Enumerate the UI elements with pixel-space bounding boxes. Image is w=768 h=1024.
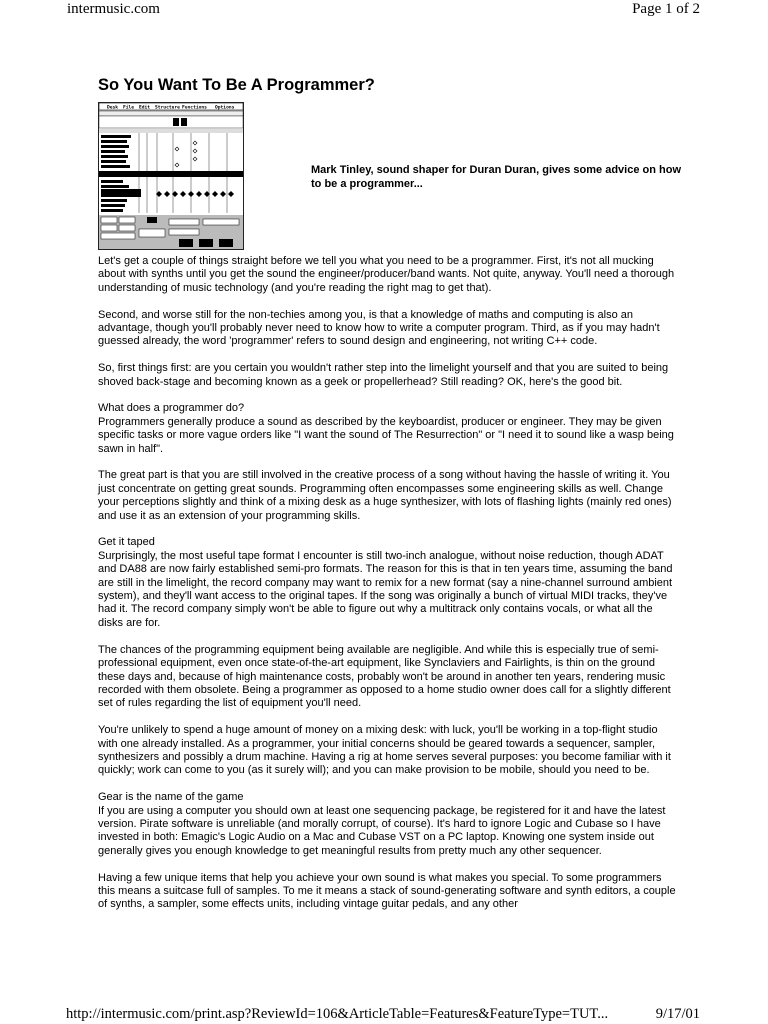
sequencer-screenshot-graphic	[99, 103, 243, 249]
footer-url: http://intermusic.com/print.asp?ReviewId=106&ArticleTable=Features&FeatureType=TUT...	[66, 1006, 609, 1022]
screenshot-menu-item: Desk	[107, 105, 119, 111]
body-paragraph: You're unlikely to spend a huge amount of money on a mixing desk: with luck, you'll be working in a top-flight studio with one already installed. As a programmer, your initial concerns should be geared towards a sequencer, sampler, synthesizers and possibly a drum machine. Having a rig at home serves several purposes: you become familiar with it quickly; work can come to you (as it surely will); and you can make provision to be mobile, should you need to be.	[98, 724, 671, 777]
screenshot-menu-item: Options	[215, 105, 235, 111]
page-header	[0, 0, 768, 20]
site-name: intermusic.com	[67, 1, 160, 17]
article-body	[98, 255, 680, 925]
screenshot-menu-item: Edit	[139, 105, 151, 111]
footer-date: 9/17/01	[655, 1006, 700, 1022]
screenshot-menu-item: Functions	[182, 105, 207, 111]
article-title: So You Want To Be A Programmer?	[98, 76, 375, 94]
section-paragraph-gear-is-the-name-of-the-game: Gear is the name of the game If you are using a computer you should own at least one sequencing package, be registered for it and have the latest version. Pirate software is unreliable (and morally corrupt, of course). It's hard to ignore Logic and Cubase so I have invested in both: Emagic's Logic Audio on a Mac and Cubase VST on a PC laptop. Knowing one system inside out generally gives you enough knowledge to get meaningful results from pretty much any other sequencer.	[98, 791, 666, 857]
screenshot-menu-item: File	[123, 105, 135, 111]
section-paragraph-what-does-a-programmer-do: What does a programmer do? Programmers generally produce a sound as described by the keyboardist, producer or engineer. They may be given specific tasks or more vague orders like "I want the sound of The Resurrection" or "I need it to sound like a wasp being sawn in half".	[98, 402, 674, 455]
article-intro: Mark Tinley, sound shaper for Duran Duran, gives some advice on how to be a programmer...	[311, 164, 682, 190]
body-paragraph: The great part is that you are still involved in the creative process of a song without having the hassle of writing it. You just concentrate on getting great sounds. Programming often encompasses some engineering skills as well. Change your perceptions slightly and think of a mixing desk as a huge synthesizer, with lots of flashing lights (mainly red ones) and use it as an extension of your programming skills.	[98, 469, 672, 522]
page-number: Page 1 of 2	[632, 1, 700, 17]
section-paragraph-get-it-taped: Get it taped Surprisingly, the most useful tape format I encounter is still two-inch analogue, without noise reduction, though ADAT and DA88 are now fairly established semi-pro formats. The reason for this is that in ten years time, assuming the band are still in the limelight, the record company may want to remix for a new format (say a nine-channel surround ambient system), and they'll want access to the original tapes. If the song was originally a bunch of virtual MIDI tracks, they've had it. The record company simply won't be able to figure out why a multitrack only contains vocals, or what all the disks are for.	[98, 536, 673, 629]
body-paragraph: So, first things first: are you certain you wouldn't rather step into the limelight yourself and that you are suited to being shoved back-stage and becoming known as a geek or propellerhead? Still reading? OK, here's the good bit.	[98, 362, 669, 388]
body-paragraph: Having a few unique items that help you achieve your own sound is what makes you special. To some programmers this means a suitcase full of samples. To me it means a stack of sound-generating software and synth editors, a couple of synths, a sampler, some effects units, including vintage guitar pedals, and any other	[98, 871, 676, 911]
screenshot-menu-item: Structure	[155, 105, 180, 111]
sequencer-screenshot	[98, 102, 244, 250]
body-paragraph: Let's get a couple of things straight before we tell you what you need to be a programmer. First, it's not all mucking about with synths until you get the sound the engineer/producer/band wants. Not quite, anyway. You'll need a thorough understanding of music technology (and you're reading the right mag to get that).	[98, 255, 675, 294]
body-paragraph: Second, and worse still for the non-techies among you, is that a knowledge of maths and computing is also an advantage, though you'll probably never need to know how to write a computer program. Third, as if you may hadn't guessed already, the word 'programmer' refers to sound design and engineering, not writing C++ code.	[98, 308, 660, 348]
page-footer	[0, 1004, 768, 1024]
body-paragraph: The chances of the programming equipment being available are negligible. And while this is especially true of semi-professional equipment, even once state-of-the-art equipment, like Synclaviers and Fairlights, is thin on the ground these days and, because of high maintenance costs, probably won't be around in another ten years, rendering music recorded with them obsolete. Being a programmer as opposed to a home studio owner does call for a slightly different set of rules regarding the list of equipment you'll need.	[98, 643, 671, 710]
